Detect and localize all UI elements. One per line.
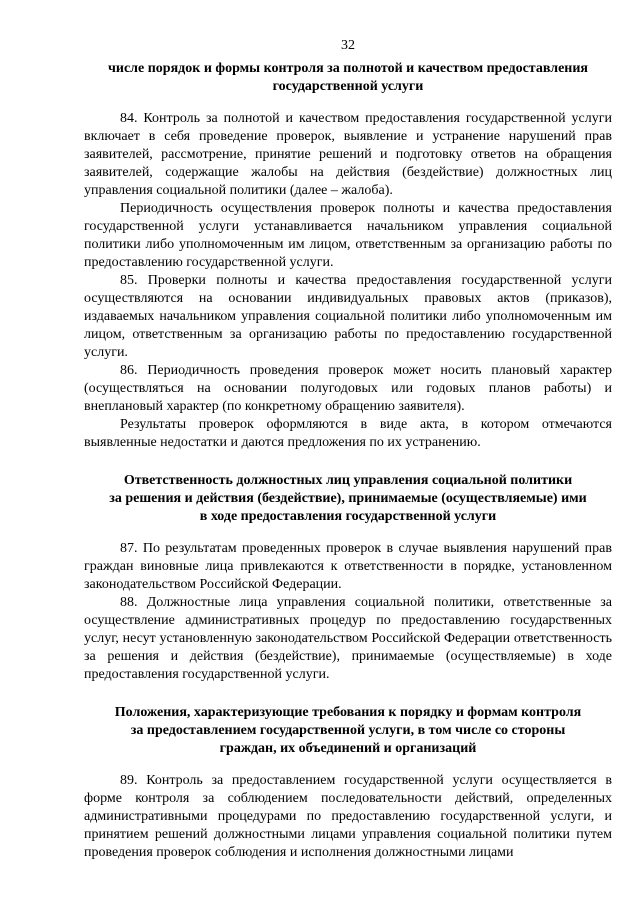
paragraph-results: Результаты проверок оформляются в виде акта, в котором отмечаются выявленные недостатки и даются предложения по их устранению. [84,417,612,450]
paragraph-84: 84. Контроль за полнотой и качеством предоставления государственной услуги включает в себя проведение проверок, выявление и устранение нарушений прав заявителей, рассмотрение, принятие решений и подготовку ответов на обращения заявителей, содержащие жалобы на действия (бездействие) должностных лиц управления социальной политики (далее – жалоба). [84,111,612,198]
heading-line: числе порядок и формы контроля за полнотой и качеством предоставления [108,61,588,76]
paragraph-periodicity: Периодичность осуществления проверок полноты и качества предоставления государственной услуги устанавливается начальником управления социальной политики либо уполномоченным им лицом, ответственным за организацию работы по предоставлению государственной услуги. [84,201,612,270]
intro-heading [84,60,612,96]
section-provisions-heading [84,704,612,758]
section-control-body [84,110,612,452]
section-responsibility-heading [84,472,612,526]
section-provisions-body [84,772,612,862]
heading-line: Положения, характеризующие требования к порядку и формам контроля [114,705,582,720]
heading-line: граждан, их объединений и организаций [219,741,477,756]
paragraph-88: 88. Должностные лица управления социальной политики, ответственные за осуществление административных процедур по предоставлению государственных услуг, несут установленную законодательством Российской Федерации ответственность за решения и действия (бездействие), принимаемые (осуществляемые) в ходе предоставления государственной услуги. [84,595,612,682]
paragraph-89: 89. Контроль за предоставлением государственной услуги осуществляется в форме контроля за соблюдением последовательности действий, определенных административными процедурами по предоставлению государственной услуги, и принятием решений должностными лицами управления социальной политики путем проведения проверок соблюдения и исполнения должностными лицами [84,773,612,860]
heading-line: в ходе предоставления государственной услуги [199,509,497,524]
heading-line: Ответственность должностных лиц управления социальной политики [123,473,573,488]
heading-line: государственной услуги [272,79,424,94]
paragraph-87: 87. По результатам проведенных проверок в случае выявления нарушений прав граждан виновные лица привлекаются к ответственности в порядке, установленном законодательством Российской Федерации. [84,541,612,592]
heading-line: за предоставлением государственной услуги, в том числе со стороны [130,723,566,738]
heading-line: за решения и действия (бездействие), принимаемые (осуществляемые) ими [109,491,587,506]
paragraph-86: 86. Периодичность проведения проверок может носить плановый характер (осуществляться на основании полугодовых или годовых планов работы) и внеплановый характер (по конкретному обращению заявителя). [84,363,612,414]
page-number: 32 [341,38,355,53]
paragraph-85: 85. Проверки полноты и качества предоставления государственной услуги осуществляются на основании индивидуальных правовых актов (приказов), издаваемых начальником управления социальной политики либо уполномоченным им лицом, ответственным за организацию работы по предоставлению государственной услуги. [84,273,612,360]
section-responsibility-body [84,540,612,684]
